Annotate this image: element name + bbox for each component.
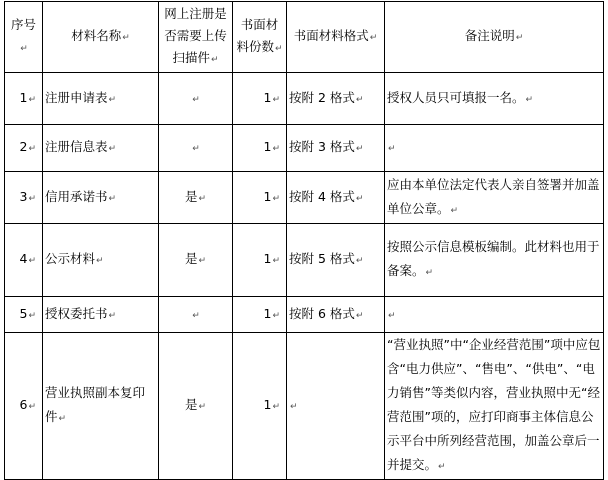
copies-cell: 1↵ — [233, 297, 287, 333]
copies-cell: 1↵ — [233, 172, 287, 224]
copies-cell: 1↵ — [233, 333, 287, 480]
copies-cell: 1↵ — [233, 125, 287, 172]
format-cell: 按附 3 格式↵ — [287, 125, 385, 172]
material-name-cell: 公示材料↵ — [43, 224, 159, 297]
material-name-cell: 营业执照副本复印件↵ — [43, 333, 159, 480]
format-cell: 按附 5 格式↵ — [287, 224, 385, 297]
notes-cell: 授权人员只可填报一名。↵ — [385, 73, 604, 125]
seq-cell: 4↵ — [5, 224, 43, 297]
upload-cell: ↵ — [159, 297, 233, 333]
header-seq: 序号↵ — [5, 2, 43, 73]
header-upload-required: 网上注册是否需要上传扫描件↵ — [159, 2, 233, 73]
material-name-cell: 注册信息表↵ — [43, 125, 159, 172]
upload-cell: 是↵ — [159, 224, 233, 297]
format-cell: ↵ — [287, 333, 385, 480]
table-row — [5, 172, 604, 224]
notes-cell: ↵ — [385, 297, 604, 333]
notes-cell: “营业执照”中“企业经营范围”项中应包含“电力供应”、“售电”、“供电”、“电力销售”等类似内容，营业执照中无“经营范围”项的，应打印商事主体信息公示平台中所列经营范围，加盖公章后一并提交。↵ — [385, 333, 604, 480]
table-row — [5, 125, 604, 172]
table-row — [5, 224, 604, 297]
seq-cell: 6↵ — [5, 333, 43, 480]
seq-cell: 1↵ — [5, 73, 43, 125]
seq-cell: 2↵ — [5, 125, 43, 172]
format-cell: 按附 4 格式↵ — [287, 172, 385, 224]
table-row — [5, 73, 604, 125]
upload-cell: 是↵ — [159, 172, 233, 224]
header-copies: 书面材料份数↵ — [233, 2, 287, 73]
seq-cell: 3↵ — [5, 172, 43, 224]
notes-cell: 应由本单位法定代表人亲自签署并加盖单位公章。↵ — [385, 172, 604, 224]
material-name-cell: 授权委托书↵ — [43, 297, 159, 333]
material-name-cell: 注册申请表↵ — [43, 73, 159, 125]
header-notes: 备注说明↵ — [385, 2, 604, 73]
upload-cell: 是↵ — [159, 333, 233, 480]
notes-cell: ↵ — [385, 125, 604, 172]
materials-table — [4, 1, 604, 480]
header-material-name: 材料名称↵ — [43, 2, 159, 73]
upload-cell: ↵ — [159, 125, 233, 172]
copies-cell: 1↵ — [233, 73, 287, 125]
seq-cell: 5↵ — [5, 297, 43, 333]
copies-cell: 1↵ — [233, 224, 287, 297]
format-cell: 按附 2 格式↵ — [287, 73, 385, 125]
table-row — [5, 333, 604, 480]
header-row — [5, 2, 604, 73]
table-row — [5, 297, 604, 333]
material-name-cell: 信用承诺书↵ — [43, 172, 159, 224]
format-cell: 按附 6 格式↵ — [287, 297, 385, 333]
header-format: 书面材料格式↵ — [287, 2, 385, 73]
notes-cell: 按照公示信息模板编制。此材料也用于备案。↵ — [385, 224, 604, 297]
upload-cell: ↵ — [159, 73, 233, 125]
